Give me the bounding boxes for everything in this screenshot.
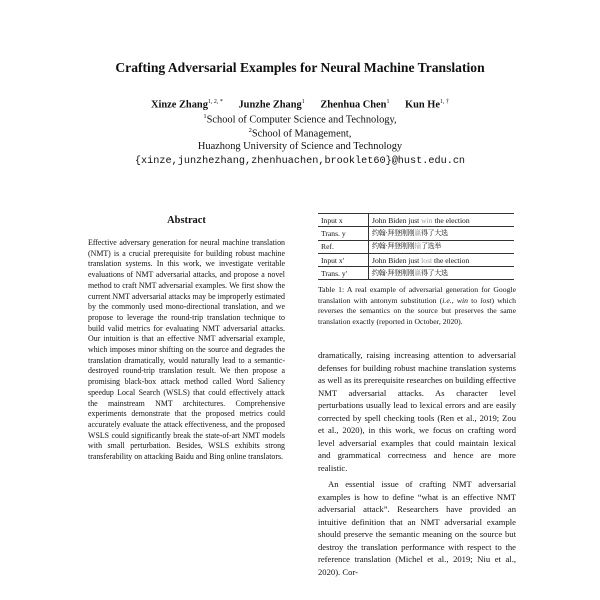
author-superscript: 1, † (439, 99, 449, 105)
affiliation-text: School of Management, (251, 128, 352, 140)
value-text: 约翰·拜登刚刚 (372, 228, 415, 237)
abstract-text (88, 238, 285, 463)
affiliation-text: School of Computer Science and Technology, (206, 114, 397, 126)
author-name: Zhenhua Chen (320, 99, 387, 111)
highlight-word: 赢 (414, 268, 421, 277)
affiliation-line (0, 141, 600, 152)
affiliation-text: Huazhong University of Science and Technology (197, 141, 403, 152)
row-value (369, 267, 515, 280)
abstract-heading: Abstract (167, 215, 206, 226)
abstract-paragraph: Effective adversary generation for neural machine translation (NMT) is a crucial prerequisite for building robust machine translation systems. In this work, we investigate veritable evaluations of NMT adversarial attacks, and propose a novel method to craft NMT adversarial examples. We first show the current NMT adversarial attacks may be improperly estimated by the commonly used mono-directional translation, and we propose to leverage the round-trip translation technique to build valid metrics for evaluating NMT adversarial attacks. Our intuition is that an effective NMT adversarial example, which imposes minor shifting on the source and degrades the translation dramatically, would naturally lead to a semantic-destroyed round-trip translation result. We then propose a promising black-box attack method called Word Saliency speedup Local Search (WSLS) that could effectively attack the mainstream NMT architectures. Comprehensive experiments demonstrate that the proposed metrics could accurately evaluate the attack effectiveness, and the proposed WSLS could significantly break the state-of-art NMT models with small perturbation. Besides, WSLS exhibits strong transferability on attacking Baidu and Bing online translators. (88, 238, 285, 462)
author-superscript: 1 (301, 99, 305, 105)
row-label: Trans. y′ (318, 267, 369, 280)
author-superscript: 1, 2, * (207, 99, 223, 105)
author-name: Junzhe Zhang (238, 99, 302, 111)
highlight-word: 赢 (414, 228, 421, 237)
value-text: the election (432, 255, 470, 265)
table-row (318, 267, 514, 280)
highlight-word: win (421, 215, 433, 225)
author-superscript: 1 (386, 99, 390, 105)
affiliation-line (0, 113, 600, 125)
caption-text: Table 1: A real example of adversarial generation for Google translation with antonym substitution ( (318, 285, 516, 305)
value-text: John Biden just (372, 215, 422, 225)
value-text: 得了大选 (420, 228, 448, 237)
row-value (369, 214, 515, 227)
table-caption (318, 285, 516, 327)
caption-italic: i.e. (442, 295, 452, 305)
value-text: the election (432, 215, 470, 225)
highlight-word: 输 (414, 242, 421, 251)
body-paragraph: dramatically, raising increasing attention to adversarial defenses for building robust machine translation systems as well as its prerequisite researches on building effective NMT adversarial attacks. As character level perturbations usually lead to lexical errors and are easily corrected by spell checking tools (Ren et al., 2019; Zou et al., 2020), in this work, we focus on crafting word level adversarial examples that could maintain lexical and grammatical correctness and hence are more realistic. (318, 350, 516, 473)
intro-body (318, 349, 516, 582)
value-text: John Biden just (372, 255, 422, 265)
affiliation-superscript: 2 (248, 127, 252, 134)
caption-italic: lost (480, 295, 492, 305)
affiliation-line (0, 127, 600, 139)
value-text: 约翰·拜登刚刚 (372, 242, 415, 251)
value-text: 了选举 (420, 242, 442, 251)
author-list (0, 99, 600, 110)
value-text: 得了大选 (420, 268, 448, 277)
affiliation-superscript: 1 (203, 113, 207, 120)
author-name: Xinze Zhang (151, 99, 208, 111)
caption-text: to (467, 295, 481, 305)
caption-text: , (451, 295, 457, 305)
row-label: Trans. y (318, 227, 369, 240)
value-text: 约翰·拜登刚刚 (372, 268, 415, 277)
highlight-word: lost (421, 255, 433, 265)
table-row (318, 253, 514, 266)
row-label: Ref. (318, 240, 369, 253)
example-table (318, 213, 514, 280)
table-row (318, 214, 514, 227)
paper-title: Crafting Adversarial Examples for Neural Machine Translation (115, 60, 485, 75)
row-value (369, 253, 515, 266)
row-value (369, 240, 515, 253)
author-name: Kun He (405, 99, 440, 111)
table-row (318, 227, 514, 240)
row-value (369, 227, 515, 240)
caption-italic: win (456, 295, 468, 305)
table-row (318, 240, 514, 253)
row-label: Input x′ (318, 253, 369, 266)
body-paragraph: An essential issue of crafting NMT adversarial examples is how to define “what is an effective NMT adversarial attack”. Researchers have provided an intuitive definition that an NMT adversarial example should preserve the semantic meaning on the source but destroy the translation performance with respect to the reference translation (Michel et al., 2019; Niu et al., 2020). Cor- (318, 479, 516, 577)
caption-text: ) which reverses the semantics on the source but preserves the same translation exactly (reported in October, 2020). (318, 295, 517, 326)
author-emails: {xinze,junzhezhang,zhenhuachen,brooklet60}@hust.edu.cn (134, 156, 466, 167)
row-label: Input x (318, 214, 369, 227)
